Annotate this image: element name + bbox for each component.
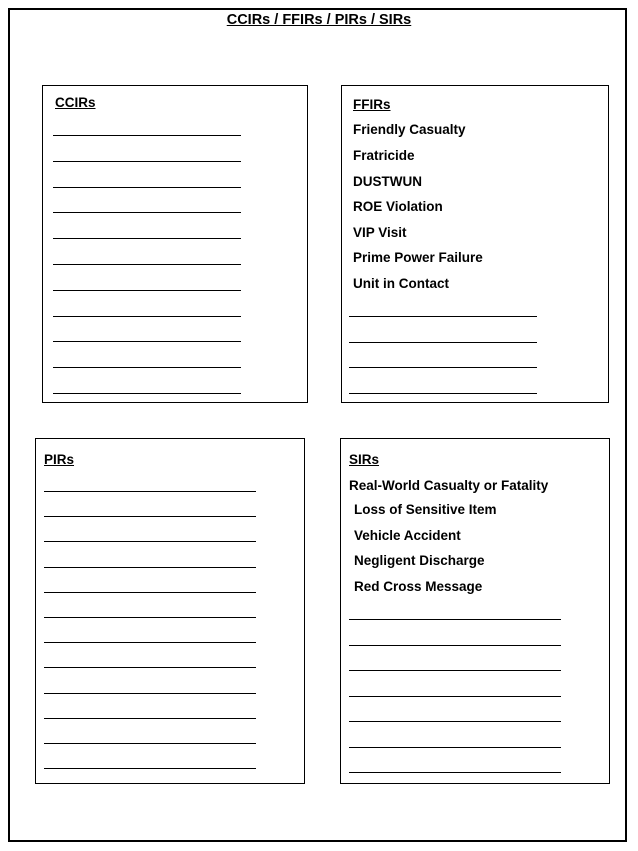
sirs-panel xyxy=(340,438,610,784)
ffir-item: DUSTWUN xyxy=(353,174,422,189)
ffir-item: Prime Power Failure xyxy=(353,250,483,265)
pirs-blank-line[interactable] xyxy=(44,567,256,568)
ccirs-blank-line[interactable] xyxy=(53,393,241,394)
pirs-blank-line[interactable] xyxy=(44,667,256,668)
pirs-blank-line[interactable] xyxy=(44,768,256,769)
sir-item: Red Cross Message xyxy=(354,579,483,594)
pirs-blank-line[interactable] xyxy=(44,491,256,492)
ffir-item: ROE Violation xyxy=(353,199,443,214)
ffir-item: VIP Visit xyxy=(353,225,407,240)
sirs-blank-line[interactable] xyxy=(349,747,561,748)
ccirs-blank-line[interactable] xyxy=(53,187,241,188)
sir-item: Negligent Discharge xyxy=(354,553,485,568)
ffirs-panel xyxy=(341,85,609,403)
ffirs-blank-line[interactable] xyxy=(349,342,537,343)
sirs-blank-line[interactable] xyxy=(349,670,561,671)
sirs-heading: SIRs xyxy=(349,452,380,467)
pirs-heading: PIRs xyxy=(44,452,75,467)
ccirs-blank-line[interactable] xyxy=(53,212,241,213)
ffir-item: Fratricide xyxy=(353,148,415,163)
pirs-blank-line[interactable] xyxy=(44,718,256,719)
sirs-blank-line[interactable] xyxy=(349,619,561,620)
ffir-item: Friendly Casualty xyxy=(353,122,466,137)
sirs-blank-line[interactable] xyxy=(349,772,561,773)
ffirs-blank-line[interactable] xyxy=(349,367,537,368)
pirs-blank-line[interactable] xyxy=(44,592,256,593)
sirs-blank-line[interactable] xyxy=(349,721,561,722)
pirs-blank-line[interactable] xyxy=(44,617,256,618)
pirs-panel xyxy=(35,438,305,784)
sir-item: Loss of Sensitive Item xyxy=(354,502,497,517)
ccirs-heading: CCIRs xyxy=(55,95,96,110)
pirs-blank-line[interactable] xyxy=(44,642,256,643)
ccirs-blank-line[interactable] xyxy=(53,341,241,342)
pirs-blank-line[interactable] xyxy=(44,516,256,517)
pirs-blank-line[interactable] xyxy=(44,541,256,542)
ffirs-blank-line[interactable] xyxy=(349,316,537,317)
pirs-blank-line[interactable] xyxy=(44,743,256,744)
sirs-blank-line[interactable] xyxy=(349,645,561,646)
ccirs-blank-line[interactable] xyxy=(53,316,241,317)
ffirs-heading: FFIRs xyxy=(353,97,391,112)
ccirs-blank-line[interactable] xyxy=(53,290,241,291)
ffirs-blank-line[interactable] xyxy=(349,393,537,394)
ccirs-panel xyxy=(42,85,308,403)
pirs-blank-line[interactable] xyxy=(44,693,256,694)
ccirs-blank-line[interactable] xyxy=(53,238,241,239)
sirs-blank-line[interactable] xyxy=(349,696,561,697)
ccirs-blank-line[interactable] xyxy=(53,161,241,162)
page-title: CCIRs / FFIRs / PIRs / SIRs xyxy=(226,12,412,28)
ffir-item: Unit in Contact xyxy=(353,276,449,291)
sir-item: Real-World Casualty or Fatality xyxy=(349,478,549,493)
ccirs-blank-line[interactable] xyxy=(53,264,241,265)
ccirs-blank-line[interactable] xyxy=(53,367,241,368)
sir-item: Vehicle Accident xyxy=(354,528,461,543)
ccirs-blank-line[interactable] xyxy=(53,135,241,136)
